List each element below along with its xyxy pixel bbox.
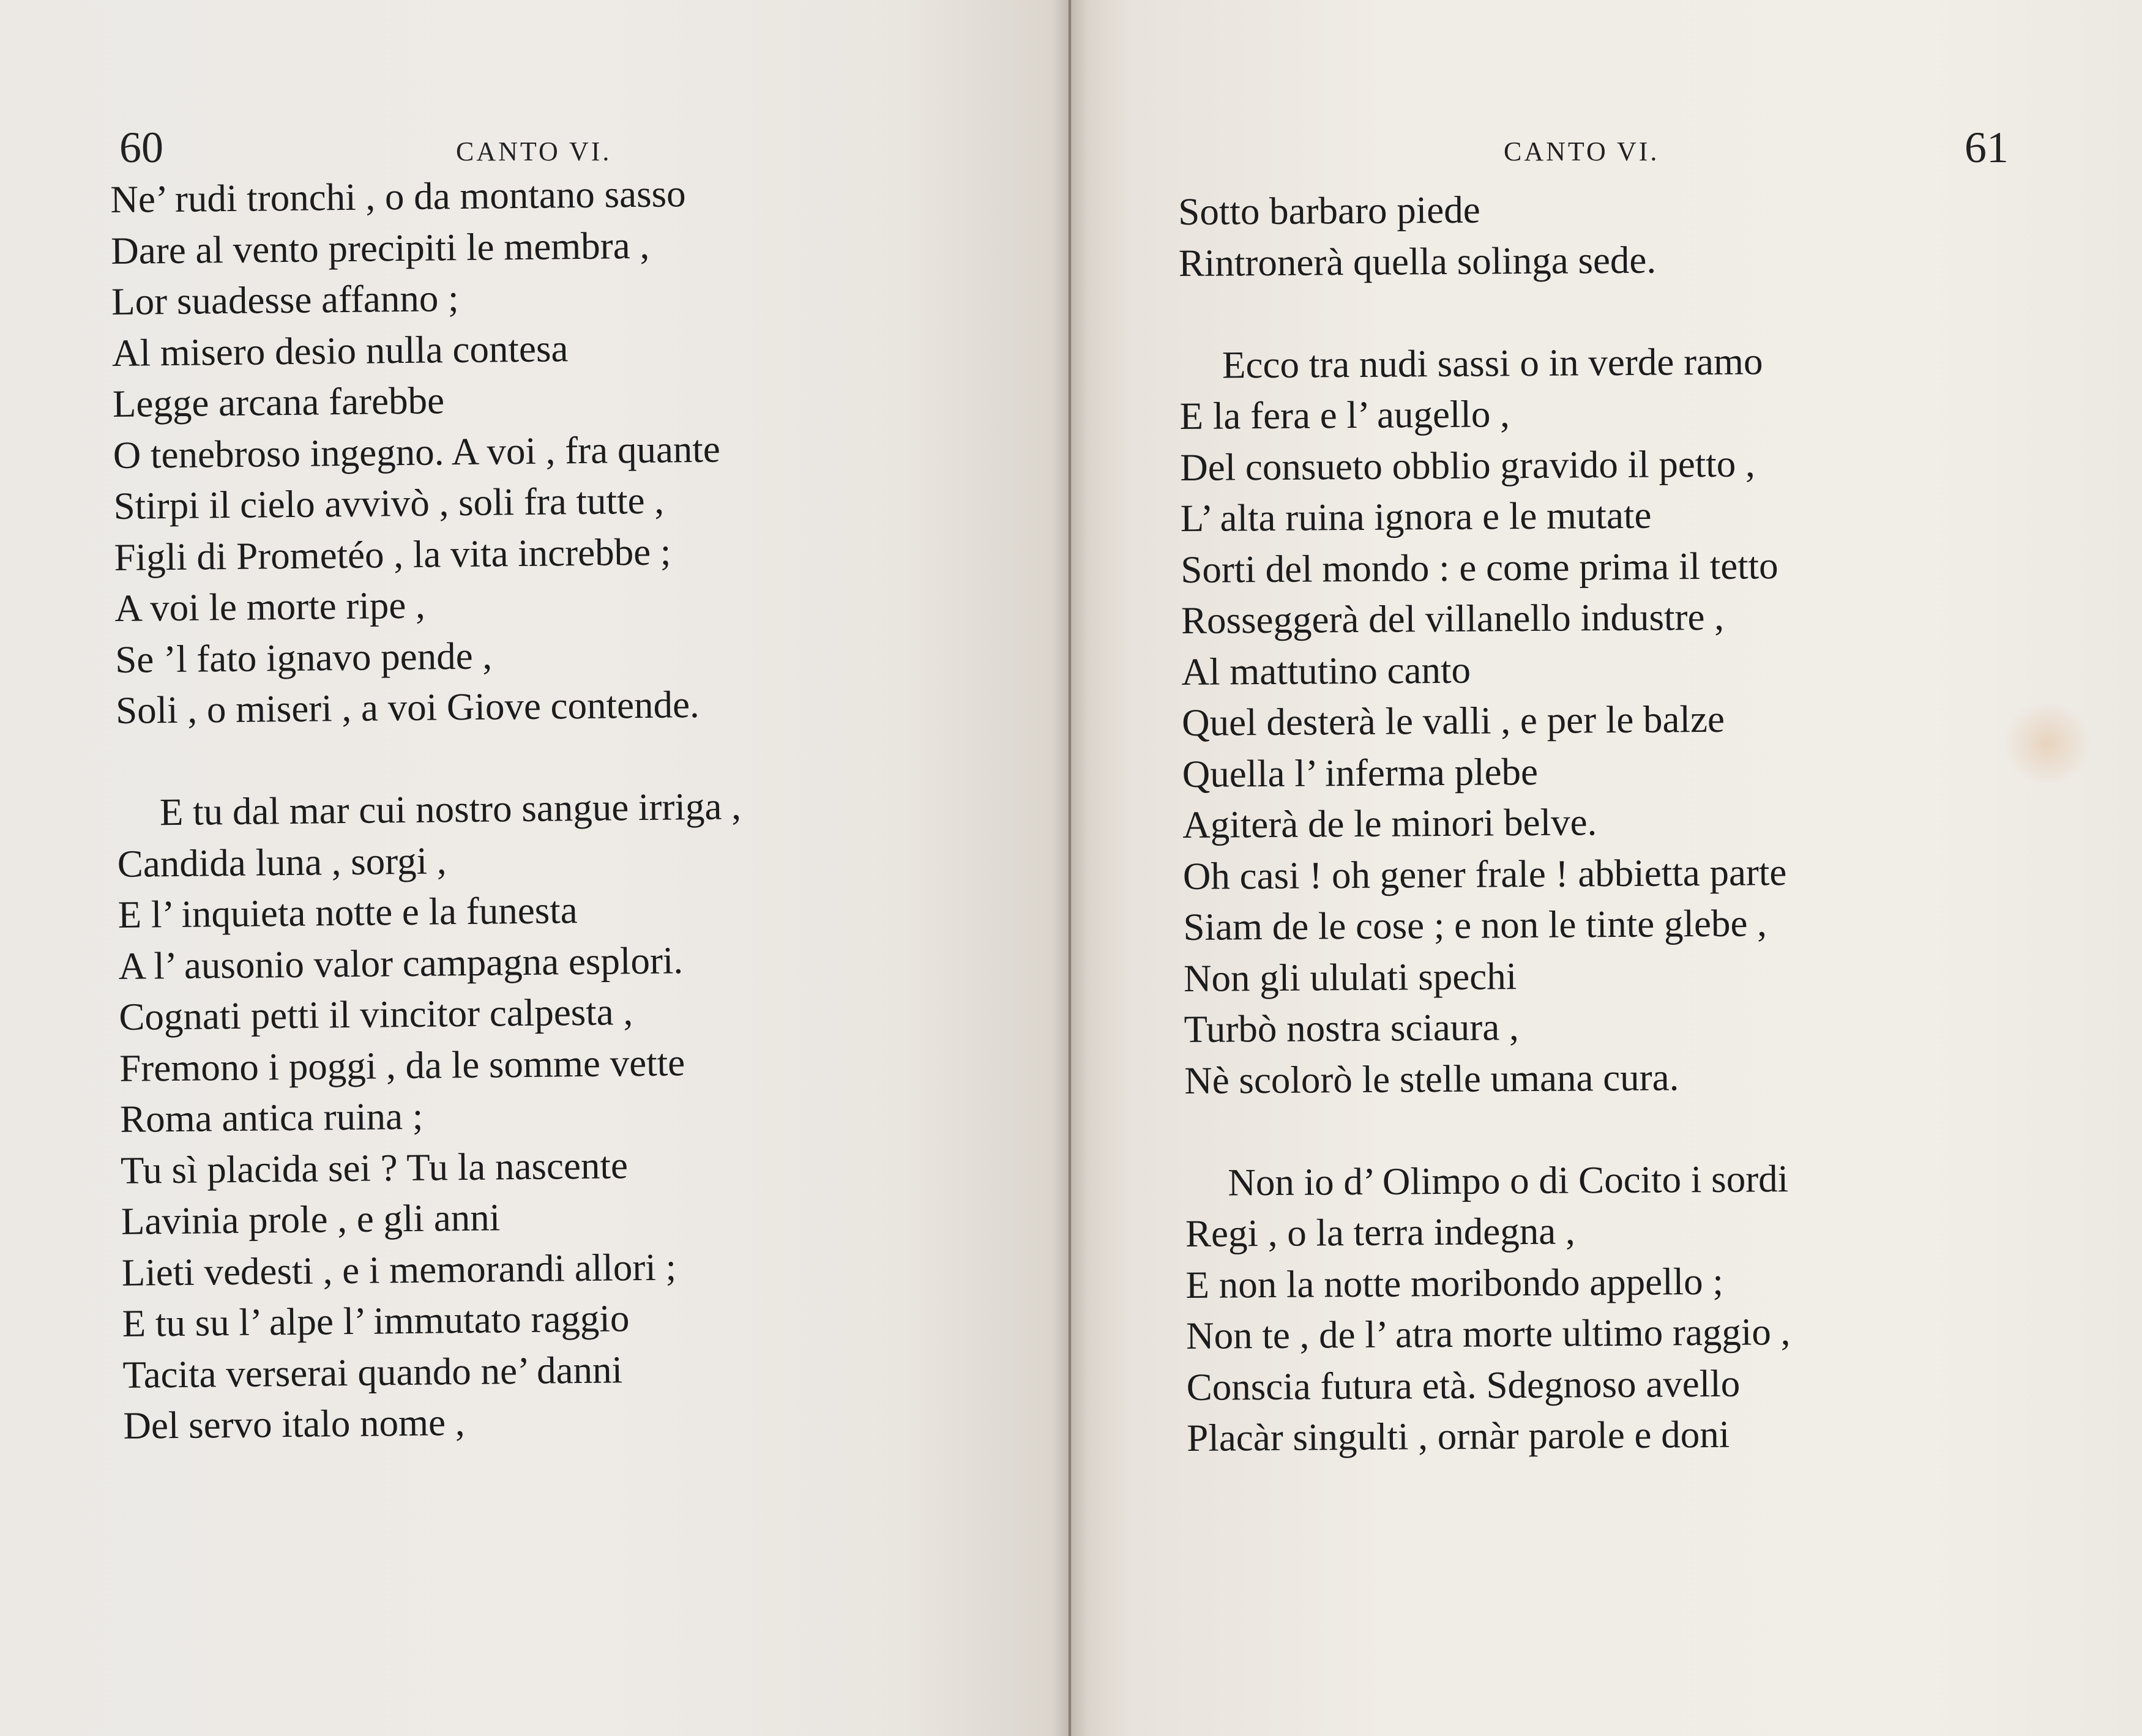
verse-line: Nè scolorò le stelle umana cura. <box>1184 1055 1679 1102</box>
verse-line: Siam de le cose ; e non le tinte glebe , <box>1183 901 1767 948</box>
running-head: CANTO VI. <box>1504 136 1660 166</box>
stanza <box>116 781 747 1451</box>
verse-line: Stirpi il cielo avvivò , soli fra tutte , <box>113 479 665 527</box>
verse-line: Se ’l fato ignavo pende , <box>114 634 493 681</box>
verse-line: Non io d’ Olimpo o di Cocito i sordi <box>1228 1157 1789 1204</box>
verse-line: Placàr singulti , ornàr parole e doni <box>1187 1412 1730 1459</box>
verse-line: Regi , o la terra indegna , <box>1185 1209 1575 1255</box>
left-page <box>0 0 1068 1736</box>
verse-line: Non te , de l’ atra morte ultimo raggio , <box>1185 1310 1791 1357</box>
show-through-text <box>713 184 1031 235</box>
verse-line: E l’ inquieta notte e la funesta <box>118 888 578 936</box>
verse-line: Oh casi ! oh gener frale ! abbietta parte <box>1182 850 1787 898</box>
verse-line: Lieti vedesti , e i memorandi allori ; <box>121 1245 677 1294</box>
verse-line: Conscia futura età. Sdegnoso avello <box>1186 1362 1741 1409</box>
verse-line: E non la notte moribondo appello ; <box>1185 1259 1724 1306</box>
verse-line: Del consueto obblio gravido il petto , <box>1179 441 1756 489</box>
stanza <box>1185 1153 1791 1464</box>
paper-stain <box>2001 704 2093 783</box>
verse-line: Ne’ rudi tronchi , o da montano sasso <box>110 172 686 221</box>
stanza <box>110 168 741 736</box>
verse-line: Agiterà de le minori belve. <box>1182 800 1597 846</box>
verse-line: Fremono i poggi , da le somme vette <box>119 1040 685 1090</box>
verse-line: Roma antica ruina ; <box>119 1094 424 1141</box>
page-number: 61 <box>1965 123 2009 172</box>
stanza <box>1179 336 1789 1106</box>
verse-line: Sorti del mondo : e come prima il tetto <box>1181 543 1778 591</box>
gutter-fold <box>1069 0 1071 1736</box>
verse-line: Tacita verserai quando ne’ danni <box>122 1347 623 1396</box>
verse-line: Del servo italo nome , <box>123 1401 465 1447</box>
verse-line: Rosseggerà del villanello industre , <box>1181 595 1725 642</box>
running-head: CANTO VI. <box>456 136 612 166</box>
verse-line: E tu su l’ alpe l’ immutato raggio <box>122 1297 630 1345</box>
verse-line: Lavinia prole , e gli anni <box>121 1196 501 1243</box>
verse-line: A l’ ausonio valor campagna esplori. <box>118 938 684 988</box>
verse-line: Quella l’ inferma plebe <box>1182 750 1539 795</box>
verse-line: Soli , o miseri , a voi Giove contende. <box>115 682 700 732</box>
verse-line: Tu sì placida sei ? Tu la nascente <box>120 1143 629 1192</box>
verse-line: Turbò nostra sciaura , <box>1184 1005 1519 1051</box>
verse-line: Sotto barbaro piede <box>1178 188 1480 233</box>
verse-line: O tenebroso ingegno. A voi , fra quante <box>113 427 721 477</box>
verse-line: Non gli ululati spechi <box>1183 954 1517 1000</box>
verse-line: E la fera e l’ augello , <box>1179 392 1510 438</box>
verse-line: Dare al vento precipiti le membra , <box>110 223 650 272</box>
verse-line: Quel desterà le valli , e per le balze <box>1181 697 1725 744</box>
page-number: 60 <box>119 123 163 172</box>
verse-line: Rintronerà quella solinga sede. <box>1178 238 1657 285</box>
verse-line: Candida luna , sorgi , <box>117 838 447 885</box>
verse-line: Lor suadesse affanno ; <box>111 277 459 323</box>
poem-text <box>110 168 748 1451</box>
verse-line: L’ alta ruina ignora e le mutate <box>1180 493 1652 540</box>
verse-line: Al mattutino canto <box>1181 648 1471 693</box>
verse-line: Figli di Prometéo , la vita increbbe ; <box>114 529 671 579</box>
verse-line: Cognati petti il vincitor calpesta , <box>119 990 633 1038</box>
verse-line: Al misero desio nulla contesa <box>111 326 569 374</box>
verse-line: Legge arcana farebbe <box>112 379 445 425</box>
poem-text <box>1178 182 1791 1464</box>
verse-line: A voi le morte ripe , <box>114 583 426 630</box>
verse-line: Ecco tra nudi sassi o in verde ramo <box>1222 339 1763 387</box>
stanza <box>1178 182 1783 289</box>
verse-line: E tu dal mar cui nostro sangue irriga , <box>159 784 742 834</box>
